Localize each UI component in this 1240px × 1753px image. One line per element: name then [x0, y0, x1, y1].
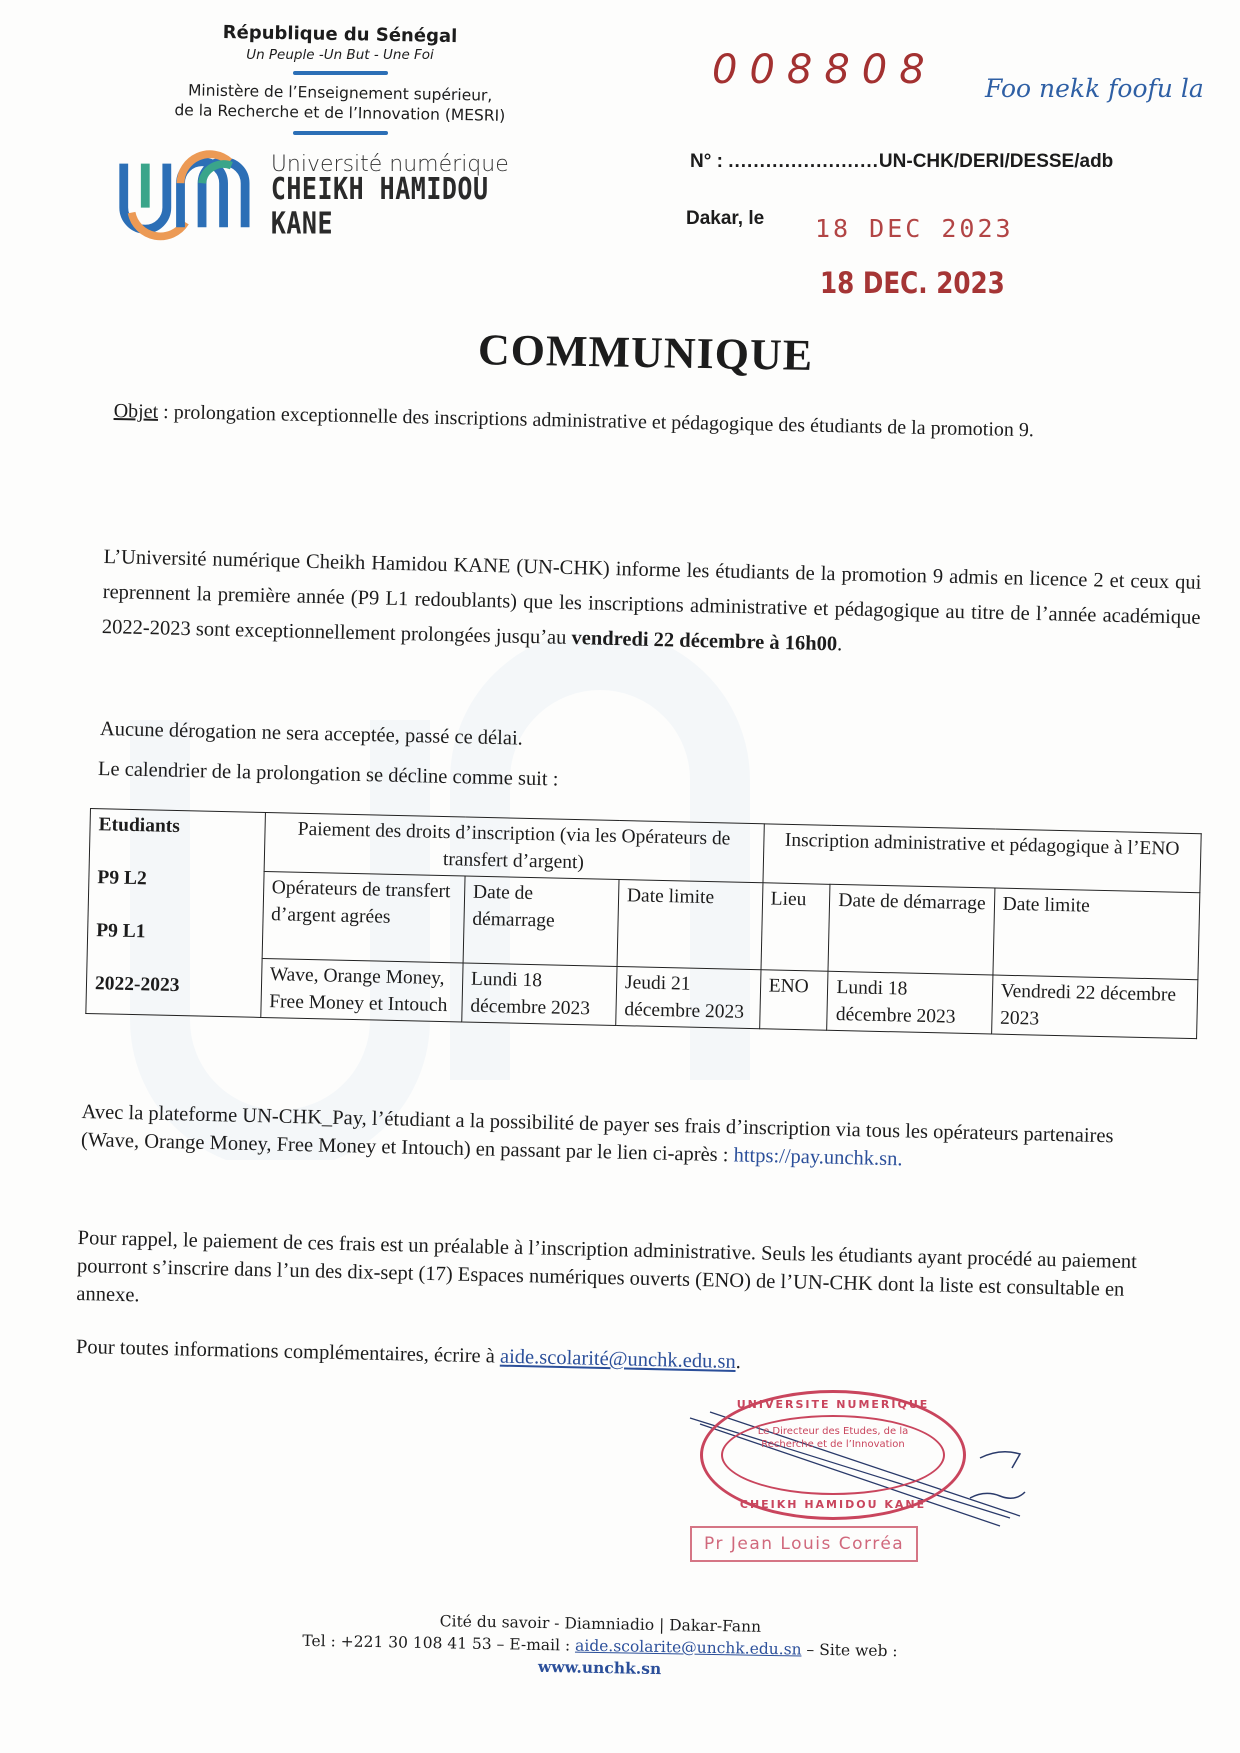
calendar-intro: Le calendrier de la prolongation se décline comme suit :: [97, 758, 559, 791]
reference-number: [690, 150, 1113, 174]
contact-line: [76, 1336, 741, 1374]
footer-address: Cité du savoir - Diamniadio | Dakar-Fann: [439, 1612, 762, 1636]
handwritten-annotation: Foo nekk foofu la: [985, 74, 1204, 103]
main-paragraph: [102, 540, 1202, 671]
registration-stamp-number: 008808: [712, 47, 937, 93]
payment-text: Avec la plateforme UN-CHK_Pay, l’étudiant a la possibilité de payer ses frais d’inscription via tous les opérateurs partenaires (Wave, Orange Money, Free Money et Intouch) en passant par le lien ci-après :: [80, 1100, 1114, 1167]
university-logo: [112, 143, 560, 243]
students-cell: [86, 809, 265, 1018]
student-group: 2022-2023: [94, 973, 180, 997]
column-header: Date de démarrage: [463, 876, 619, 966]
student-group: P9 L1: [95, 920, 146, 943]
divider: [293, 71, 388, 75]
main-paragraph-end: .: [836, 633, 843, 656]
main-paragraph-text: L’Université numérique Cheikh Hamidou KANE (UN-CHK) informe les étudiants de la promotion 9 admis en licence 2 et ceux qui reprennent la première année (P9 L1 redoublants) que les inscriptions administrative et pédagogique au titre de l’année académique 2022-2023 sont exceptionnellement prolongées jusqu’au: [101, 545, 1202, 650]
reference-code: UN-CHK/DERI/DESSE/adb: [878, 151, 1114, 172]
national-motto: Un Peuple -Un But - Une Foi: [246, 47, 434, 63]
republic-title: République du Sénégal: [222, 21, 458, 48]
footer-email-link[interactable]: aide.scolarite@unchk.edu.sn: [574, 1636, 802, 1659]
payment-group-header: Paiement des droits d’inscription (via les Opérateurs de transfert d’argent): [264, 812, 764, 882]
document-title: COMMUNIQUE: [477, 325, 814, 380]
ministry-line-1: Ministère de l’Enseignement supérieur,: [187, 81, 493, 105]
column-header: Date limite: [993, 888, 1200, 980]
students-header: Etudiants: [98, 814, 181, 838]
signatory-name-stamp: Pr Jean Louis Corréa: [690, 1526, 918, 1562]
schedule-table: [85, 808, 1201, 1039]
reference-dots: ........................: [728, 151, 879, 172]
deadline-text: vendredi 22 décembre à 16h00: [571, 627, 838, 656]
column-header: Date de démarrage: [828, 884, 994, 975]
footer-tel: Tel : +221 30 108 41 53 – E-mail :: [302, 1631, 576, 1655]
footer-site-label: – Site web :: [801, 1640, 898, 1661]
column-header: Lieu: [761, 883, 831, 972]
reminder-paragraph: Pour rappel, le paiement de ces frais est un préalable à l’inscription administrative. Seuls les étudiants ayant procédé au paiement pourront s’inscrire dans l’un des dix-sept (17) Espaces numériques ouverts (ENO) de l’UN-CHK dont la liste est consultable en annexe.: [76, 1226, 1138, 1307]
unchk-logo-icon: [112, 143, 259, 243]
subject-text: : prolongation exceptionnelle des inscriptions administrative et pédagogique des étudiants de la promotion 9.: [157, 400, 1035, 442]
payment-paragraph: [81, 1098, 1172, 1180]
subject-label: Objet: [113, 399, 159, 423]
no-derogation-note: Aucune dérogation ne sera acceptée, passé ce délai.: [99, 718, 524, 750]
ministry-line-2: de la Recherche et de l’Innovation (MESRI): [174, 101, 506, 125]
table-cell: Vendredi 22 décembre 2023: [991, 975, 1198, 1039]
payment-link[interactable]: https://pay.unchk.sn.: [733, 1144, 903, 1171]
seal-top-text: UNIVERSITE NUMERIQUE: [736, 1398, 930, 1411]
official-seal: [700, 1390, 966, 1520]
column-header: Date limite: [617, 880, 763, 970]
reference-label: N° :: [690, 151, 723, 172]
seal-bottom-text: CHEIKH HAMIDOU KANE: [739, 1498, 927, 1511]
contact-email-link[interactable]: aide.scolarité@unchk.edu.sn: [499, 1345, 736, 1373]
university-name-line-1: Université numérique: [270, 151, 509, 177]
university-name-line-2: CHEIKH HAMIDOU KANE: [270, 170, 489, 241]
date-stamp-faded: 18 DEC 2023: [815, 214, 1014, 243]
date-stamp: 18 DEC. 2023: [820, 266, 1005, 300]
table-cell: Lundi 18 décembre 2023: [462, 963, 617, 1025]
inscription-group-header: Inscription administrative et pédagogique à l’ENO: [763, 824, 1202, 893]
table-cell: Wave, Orange Money, Free Money et Intouch: [260, 958, 463, 1022]
column-header: Opérateurs de transfert d’argent agrées: [262, 871, 465, 963]
contact-text: Pour toutes informations complémentaires, écrire à: [75, 1336, 501, 1368]
subject-line: [113, 398, 1143, 446]
table-cell: ENO: [759, 970, 828, 1031]
table-cell: Jeudi 21 décembre 2023: [616, 966, 761, 1028]
footer: [299, 1608, 900, 1684]
dateline-label: Dakar, le: [686, 208, 765, 229]
seal-middle-text: Le Directeur des Etudes, de la Recherche et de l’Innovation: [757, 1426, 909, 1450]
letterhead: [120, 20, 560, 243]
footer-website-link[interactable]: www.unchk.sn: [537, 1656, 662, 1679]
student-group: P9 L2: [97, 867, 147, 890]
ministry-name: [120, 79, 561, 127]
contact-end: .: [735, 1350, 742, 1374]
table-cell: Lundi 18 décembre 2023: [827, 971, 993, 1034]
divider: [293, 131, 388, 135]
